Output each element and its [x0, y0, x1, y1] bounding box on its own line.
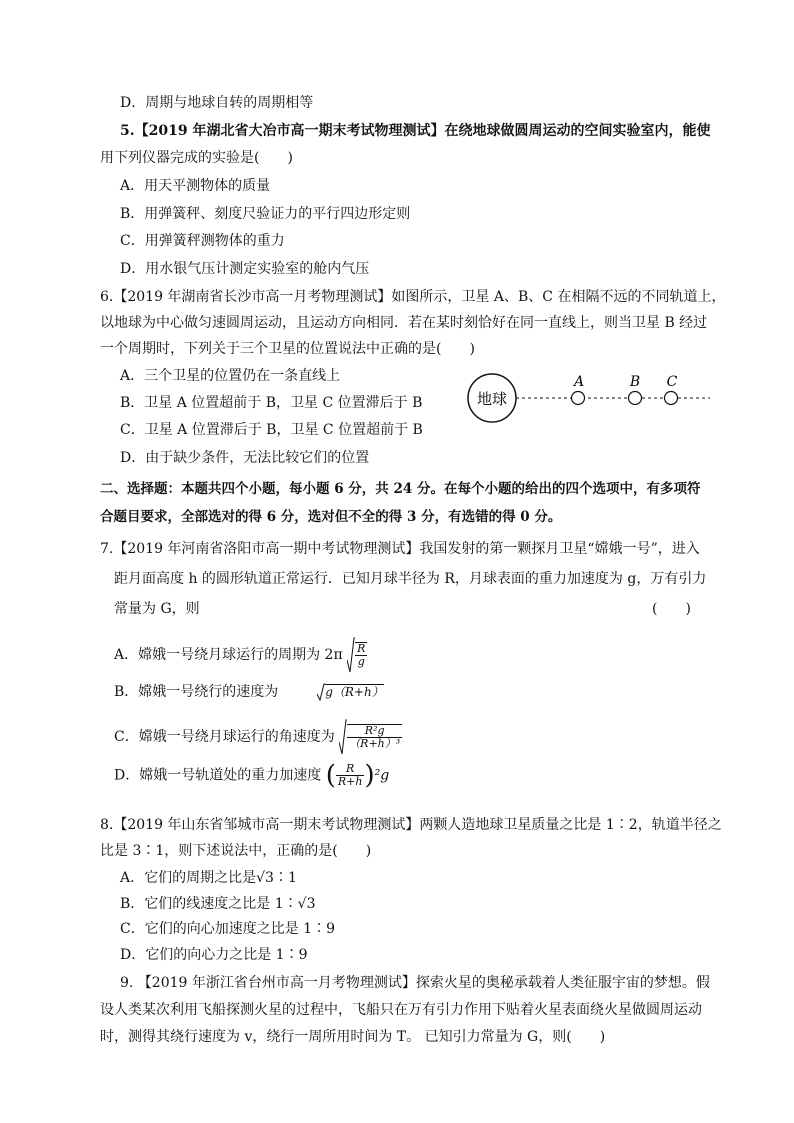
q8-option-d: D．它们的向心力之比是 1∶9: [120, 947, 308, 963]
q6-option-c: C．卫星 A 位置滞后于 B，卫星 C 位置超前于 B: [120, 422, 423, 438]
q7-option-a-text: A．嫦娥一号绕月球运行的周期为 2π: [114, 647, 343, 663]
label-a: A: [573, 374, 585, 390]
q8-option-b: B．它们的线速度之比是 1∶√3: [120, 896, 316, 912]
label-c: C: [666, 374, 678, 390]
q7-option-d-num: R: [336, 763, 365, 776]
q6-option-a: A．三个卫星的位置仍在一条直线上: [120, 368, 341, 384]
q8-stem-line1: 8.【2019 年山东省邹城市高一期末考试物理测试】两颗人造地球卫星质量之比是 1∶2，轨道半径之: [100, 817, 722, 833]
q6-stem-line1: 6.【2019 年湖南省长沙市高一月考物理测试】如图所示，卫星 A、B、C 在相隔不远的不同轨道上，: [100, 289, 726, 305]
q6-option-b: B．卫星 A 位置超前于 B，卫星 C 位置滞后于 B: [120, 395, 423, 411]
q9-stem-line2: 设人类某次利用飞船探测火星的过程中，飞船只在万有引力作用下贴着火星表面绕火星做圆周运动: [100, 1002, 702, 1018]
q7-stem-line2: 距月面高度 h 的圆形轨道正常运行．已知月球半径为 R，月球表面的重力加速度为 g，万有引力: [114, 571, 707, 587]
q7-option-c-num: R²g: [347, 725, 402, 738]
q7-option-a-den: g: [357, 655, 365, 668]
q6-stem-line2: 以地球为中心做匀速圆周运动，且运动方向相同．若在某时刻恰好在同一直线上，则当卫星 B 经过: [100, 315, 708, 331]
q6-orbit-diagram: [462, 370, 712, 430]
q7-option-d-text: D．嫦娥一号轨道处的重力加速度: [114, 767, 322, 784]
q7-option-a-sqrt: [347, 636, 367, 674]
q9-stem-line1: 9. 【2019 年浙江省台州市高一月考物理测试】探索火星的奥秘承载着人类征服宇宙的梦想。假: [120, 975, 710, 991]
q7-option-d-den: R+h: [337, 775, 363, 788]
q7-stem-line3: 常量为 G，则: [114, 601, 200, 617]
q8-option-c: C．它们的向心加速度之比是 1∶9: [120, 921, 335, 937]
q7-option-c-den: （R+h）³: [349, 737, 401, 750]
q5-option-a: A．用天平测物体的质量: [120, 178, 271, 194]
q5-option-d: D．用水银气压计测定实验室的舱内气压: [120, 261, 370, 277]
q6-option-d: D．由于缺少条件，无法比较它们的位置: [120, 450, 370, 466]
q7-stem-line1: 7.【2019 年河南省洛阳市高一期中考试物理测试】我国发射的第一颗探月卫星“嫦娥一号”，进入: [100, 541, 700, 557]
satellite-a: [572, 392, 585, 405]
q5-stem-line1: 5.【2019 年湖北省大冶市高一期末考试物理测试】在绕地球做圆周运动的空间实验室内，能使: [120, 123, 711, 139]
q7-option-d: D．嫦娥一号轨道处的重力加速度 ( $\frac{R}{R+h}$ )²g: [114, 760, 390, 791]
q7-option-b: [114, 682, 384, 702]
q7-option-a-fraction: [355, 642, 367, 668]
q8-stem-line2: 比是 3∶1，则下述说法中，正确的是( ): [100, 843, 372, 859]
q7-option-d-fraction: [336, 763, 365, 788]
q7-answer-bracket: ( ): [652, 601, 691, 617]
q7-option-c: [114, 718, 402, 756]
q7-option-d-tail: ²g: [374, 767, 390, 784]
q7-option-c-text: C．嫦娥一号绕月球运行的角速度为: [114, 729, 335, 745]
satellite-b: [629, 392, 642, 405]
earth-label: 地球: [476, 390, 508, 408]
q7-option-c-fraction: [347, 724, 402, 750]
satellite-c: [665, 392, 678, 405]
q5-option-c: C．用弹簧秤测物体的重力: [120, 233, 285, 249]
section2-header-line1: 二、选择题：本题共四个小题，每小题 6 分，共 24 分。在每个小题的给出的四个选项中，有多项符: [100, 481, 701, 497]
section2-header-line2: 合题目要求，全部选对的得 6 分，选对但不全的得 3 分，有选错的得 0 分。: [100, 509, 562, 525]
q5-option-b: B．用弹簧秤、刻度尺验证力的平行四边形定则: [120, 206, 411, 222]
q7-option-a: [114, 636, 367, 674]
q7-option-b-text: B．嫦娥一号绕行的速度为: [114, 684, 279, 700]
q7-option-b-expr: g（R+h）: [325, 685, 384, 699]
q7-option-a-num: R: [357, 642, 366, 655]
label-b: B: [629, 374, 641, 390]
q6-stem-line3: 一个周期时，下列关于三个卫星的位置说法中正确的是( ): [100, 341, 475, 357]
q4-option-d: D．周期与地球自转的周期相等: [120, 95, 314, 111]
q5-stem-line2: 用下列仪器完成的实验是( ): [100, 150, 293, 166]
q9-stem-line3: 时，测得其绕行速度为 v，绕行一周所用时间为 T。 已知引力常量为 G，则( ): [100, 1029, 606, 1045]
q8-option-a: A．它们的周期之比是√3∶1: [120, 870, 297, 886]
